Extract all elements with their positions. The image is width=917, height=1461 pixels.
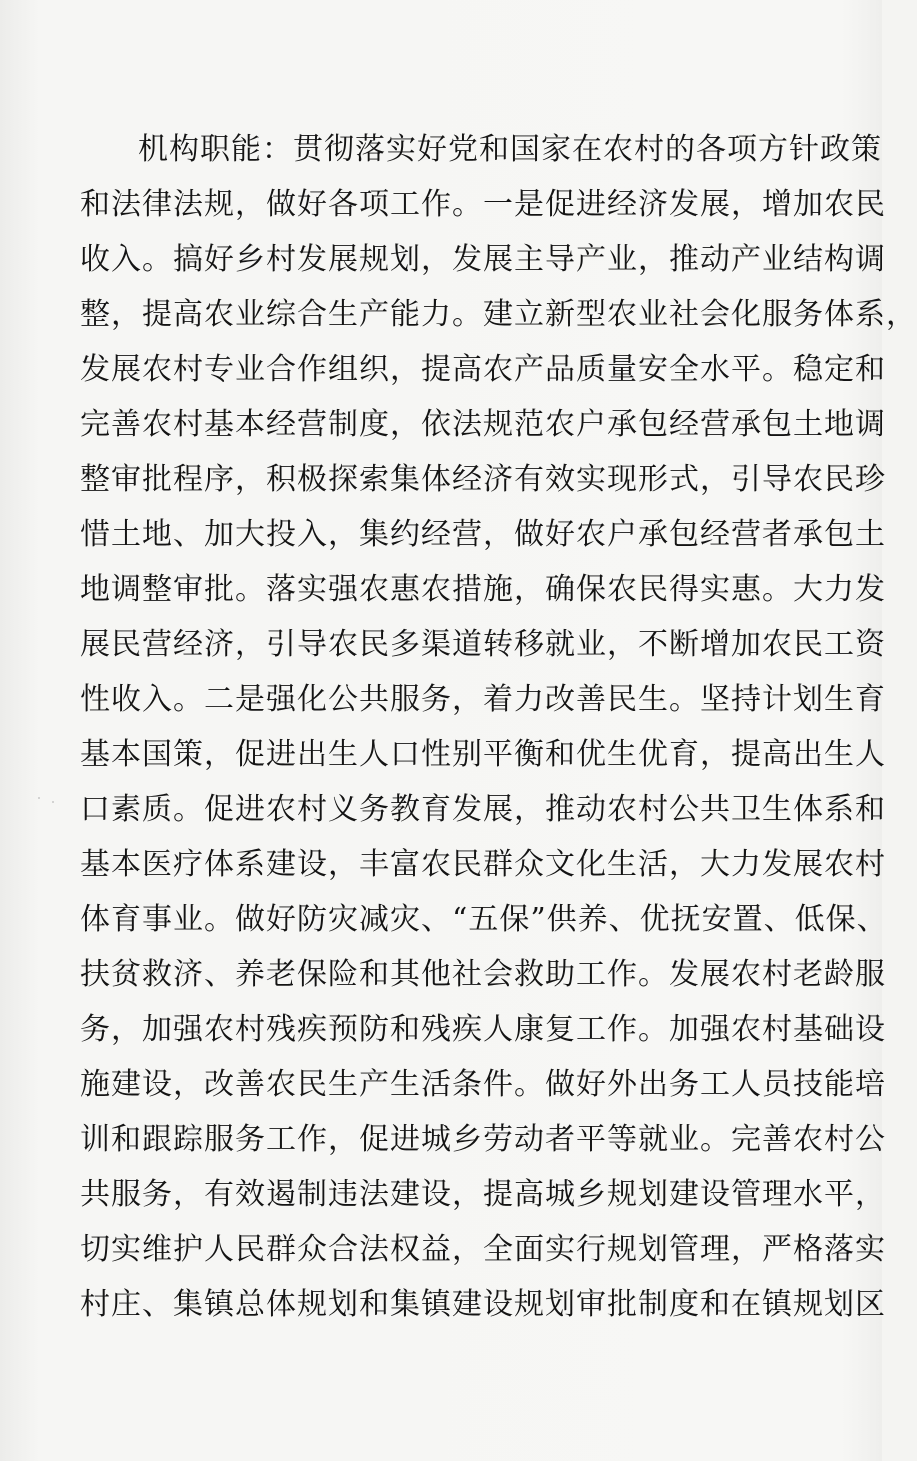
text-line: 收入。搞好乡村发展规划，发展主导产业，推动产业结构调 xyxy=(80,242,886,277)
text-line: 展民营经济，引导农民多渠道转移就业，不断增加农民工资 xyxy=(80,627,886,662)
text-line: 体育事业。做好防灾减灾、“五保”供养、优抚安置、低保、 xyxy=(80,902,888,937)
text-line: 基本国策，促进出生人口性别平衡和优生优育，提高出生人 xyxy=(80,737,886,772)
text-line: 扶贫救济、养老保险和其他社会救助工作。发展农村老龄服 xyxy=(80,957,886,992)
text-line: 地调整审批。落实强农惠农措施，确保农民得实惠。大力发 xyxy=(80,572,886,607)
scan-speck xyxy=(52,801,54,803)
text-line: 整，提高农业综合生产能力。建立新型农业社会化服务体系， xyxy=(80,297,917,332)
text-line: 训和跟踪服务工作，促进城乡劳动者平等就业。完善农村公 xyxy=(80,1122,886,1157)
text-line: 发展农村专业合作组织，提高农产品质量安全水平。稳定和 xyxy=(80,352,886,387)
text-line: 务，加强农村残疾预防和残疾人康复工作。加强农村基础设 xyxy=(80,1012,886,1047)
text-line: 性收入。二是强化公共服务，着力改善民生。坚持计划生育 xyxy=(80,682,886,717)
text-line: 切实维护人民群众合法权益，全面实行规划管理，严格落实 xyxy=(80,1232,886,1267)
text-line: 基本医疗体系建设，丰富农民群众文化生活，大力发展农村 xyxy=(80,847,886,882)
text-line: 整审批程序，积极探索集体经济有效实现形式，引导农民珍 xyxy=(80,462,886,497)
text-line: 惜土地、加大投入，集约经营，做好农户承包经营者承包土 xyxy=(80,517,886,552)
text-line: 和法律法规，做好各项工作。一是促进经济发展，增加农民 xyxy=(80,187,886,222)
text-line: 村庄、集镇总体规划和集镇建设规划审批制度和在镇规划区 xyxy=(80,1287,886,1322)
text-line: 机构职能：贯彻落实好党和国家在农村的各项方针政策 xyxy=(138,132,882,167)
body-text xyxy=(80,122,917,1332)
text-line: 施建设，改善农民生产生活条件。做好外出务工人员技能培 xyxy=(80,1067,886,1102)
text-line: 口素质。促进农村义务教育发展，推动农村公共卫生体系和 xyxy=(80,792,886,827)
text-line: 共服务，有效遏制违法建设，提高城乡规划建设管理水平， xyxy=(80,1177,886,1212)
text-line: 完善农村基本经营制度，依法规范农户承包经营承包土地调 xyxy=(80,407,886,442)
scan-speck xyxy=(38,797,40,799)
